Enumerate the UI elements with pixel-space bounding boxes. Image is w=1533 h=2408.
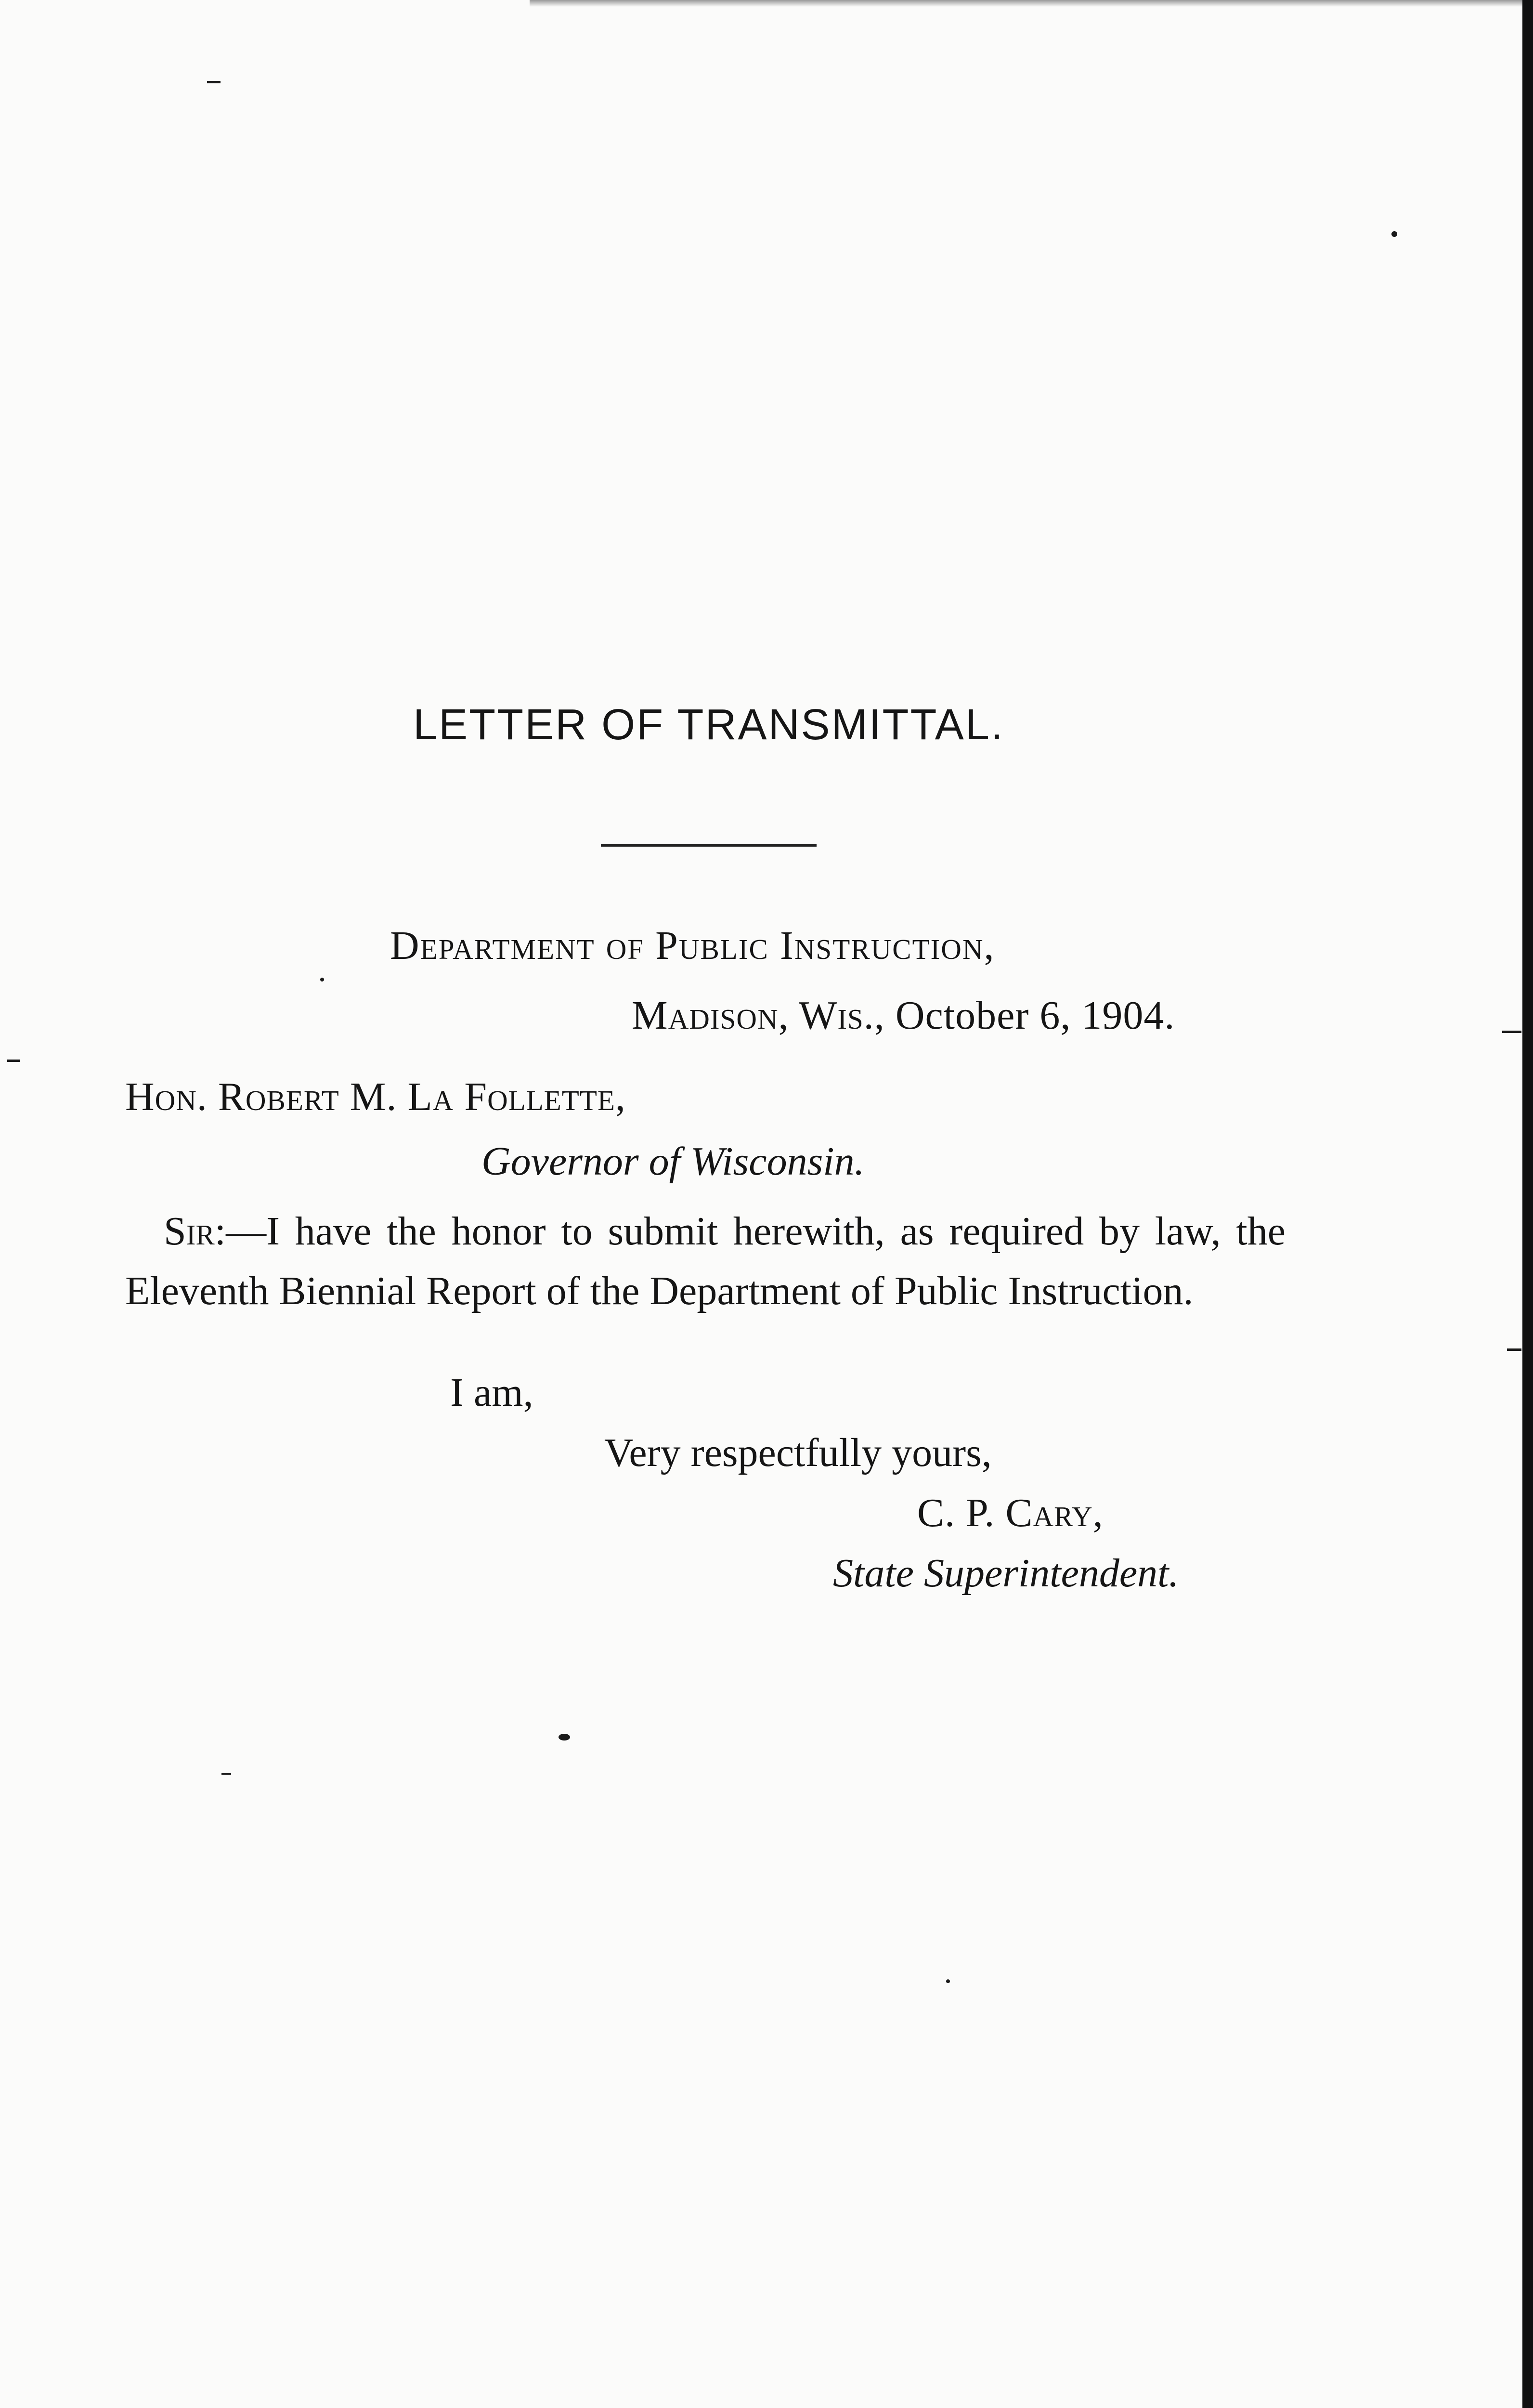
- scan-mark: [221, 1773, 231, 1775]
- scan-speck: [946, 1979, 950, 1983]
- letter-date: October 6, 1904.: [895, 993, 1175, 1038]
- scan-right-edge: [1522, 0, 1533, 2408]
- addressee: Hon. Robert M. La Follette,: [125, 1074, 626, 1119]
- closing-line-1: I am,: [450, 1370, 533, 1415]
- addressee-office: Governor of Wisconsin.: [481, 1139, 865, 1184]
- salutation: Sir:: [164, 1209, 226, 1254]
- place-date-line: [632, 995, 1175, 1036]
- department-heading: Department of Public Instruction,: [390, 923, 995, 968]
- letter-body: [125, 1202, 1286, 1321]
- place: Madison, Wis.,: [632, 993, 885, 1038]
- scan-top-edge: [530, 0, 1533, 7]
- scan-mark: [7, 1060, 20, 1062]
- title-rule: [601, 844, 817, 847]
- scan-mark: [1502, 1031, 1521, 1033]
- signer-title: State Superintendent.: [833, 1551, 1179, 1596]
- scan-mark: [1507, 1348, 1521, 1351]
- closing-line-2: Very respectfully yours,: [604, 1430, 992, 1475]
- body-text: —I have the honor to submit herewith, as required by law, the Eleventh Biennial Report of the Department of Public Instruction.: [125, 1209, 1286, 1313]
- signer-name: C. P. Cary,: [917, 1491, 1104, 1535]
- scan-mark: [207, 81, 221, 83]
- scan-speck: [559, 1734, 570, 1741]
- letter-title: LETTER OF TRANSMITTAL.: [413, 701, 1004, 749]
- scan-speck: [320, 978, 324, 982]
- scan-speck: [1391, 231, 1397, 237]
